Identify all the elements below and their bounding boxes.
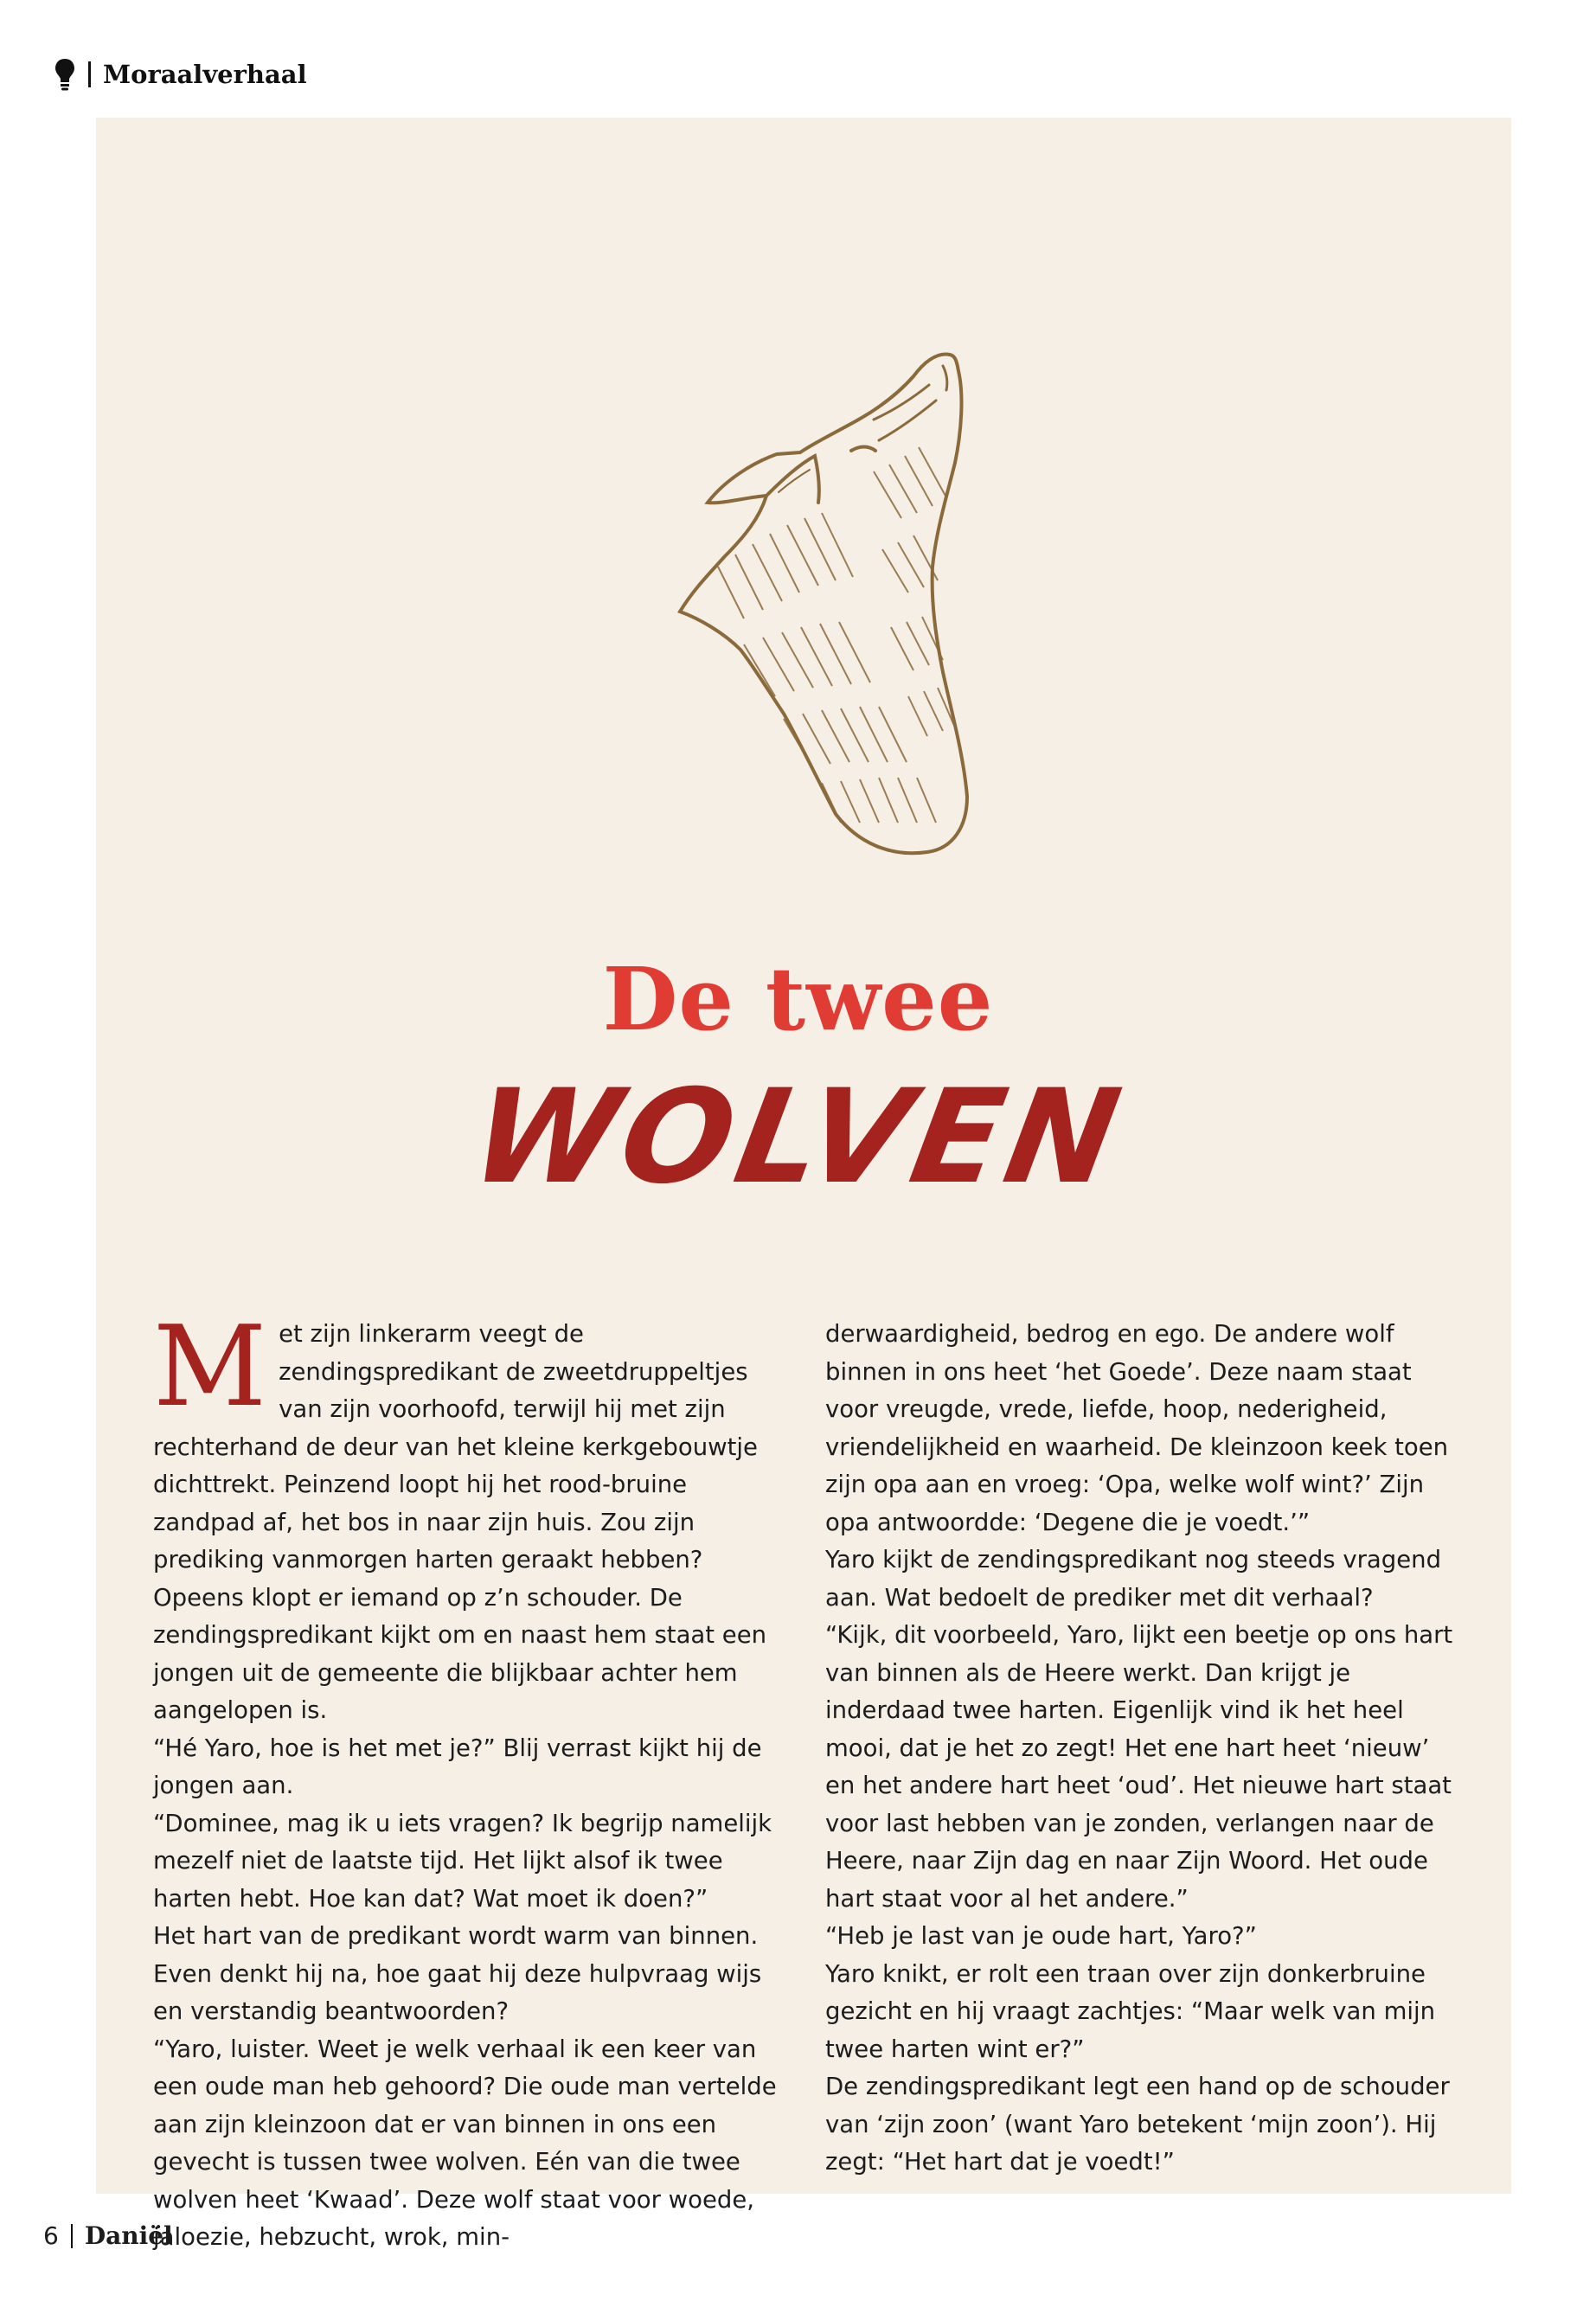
paragraph: Opeens klopt er iemand op z’n schouder. De zendingspredikant kijkt om en naast hem staat een jongen uit de gemeente die blijkbaar achter hem aangelopen is. (153, 1583, 767, 1724)
header-divider (88, 61, 91, 87)
paragraph: “Kijk, dit voorbeeld, Yaro, lijkt een beetje op ons hart van binnen als de Heere werkt. Dan krijgt je inderdaad twee harten. Eigenlijk vind ik het heel mooi, dat je het zo zegt! Het ene hart heet ‘nieuw’ en het andere hart heet ‘oud’. Het nieuwe hart staat voor last hebben van je zonden, verlangen naar de Heere, naar Zijn dag en naar Zijn Woord. Het oude hart staat voor al het andere.” (825, 1621, 1453, 1913)
article-title-script: WOLVEN (461, 1062, 1135, 1213)
section-label: Moraalverhaal (103, 60, 307, 89)
article-column-left (153, 1303, 780, 2257)
page-number: 6 (43, 2221, 59, 2250)
paragraph: derwaardigheid, bedrog en ego. De andere wolf binnen in ons heet ‘het Goede’. Deze naam staat voor vreugde, vrede, liefde, hoop, nederigheid, vriendelijkheid en waarheid. De kleinzoon keek toen zijn opa aan en vroeg: ‘Opa, welke wolf wint?’ Zijn opa antwoordde: ‘Degene die je voedt.’” (825, 1320, 1449, 1536)
section-header (54, 57, 307, 92)
paragraph: Het hart van de predikant wordt warm van binnen. Even denkt hij na, hoe gaat hij deze hulpvraag wijs en verstandig beantwoorden? (153, 1922, 762, 2025)
wolf-icon (614, 333, 1012, 861)
article-title: De twee (602, 948, 994, 1050)
dropcap: M (153, 1303, 267, 1432)
page-footer (43, 2221, 173, 2250)
paragraph: “Heb je last van je oude hart, Yaro?” (825, 1922, 1257, 1950)
lightbulb-icon (54, 57, 76, 92)
footer-divider (71, 2224, 73, 2248)
paragraph: et zijn linkerarm veegt de zendingspredikant de zweetdruppeltjes van zijn voorhoofd, terwijl hij met zijn rechterhand de deur van het kleine kerkgebouwtje dichttrekt. Peinzend loopt hij het rood-bruine zandpad af, het bos in naar zijn huis. Zou zijn prediking vanmorgen harten geraakt hebben? (153, 1320, 758, 1574)
paragraph: “Hé Yaro, hoe is het met je?” Blij verrast kijkt hij de jongen aan. (153, 1734, 762, 1799)
paragraph: Yaro kijkt de zendingspredikant nog steeds vragend aan. Wat bedoelt de prediker met dit verhaal? (825, 1546, 1442, 1612)
paragraph: Yaro knikt, er rolt een traan over zijn donkerbruine gezicht en hij vraagt zachtjes: “Maar welk van mijn twee harten wint er?” (825, 1959, 1436, 2063)
paragraph: De zendingspredikant legt een hand op de schouder van ‘zijn zoon’ (want Yaro betekent ‘mijn zoon’). Hij zegt: “Het hart dat je voedt!” (825, 2073, 1450, 2176)
publication-name: Daniël (84, 2221, 173, 2250)
article-column-right (825, 1316, 1457, 2182)
paragraph: “Yaro, luister. Weet je welk verhaal ik een keer van een oude man heb gehoord? Die oude man vertelde aan zijn kleinzoon dat er van binnen in ons een gevecht is tussen twee wolven. Eén van die twee wolven heet ‘Kwaad’. Deze wolf staat voor woede, jaloezie, hebzucht, wrok, min- (153, 2035, 777, 2251)
paragraph: “Dominee, mag ik u iets vragen? Ik begrijp namelijk mezelf niet de laatste tijd. Het lijkt alsof ik twee harten hebt. Hoe kan dat? Wat moet ik doen?” (153, 1809, 772, 1913)
